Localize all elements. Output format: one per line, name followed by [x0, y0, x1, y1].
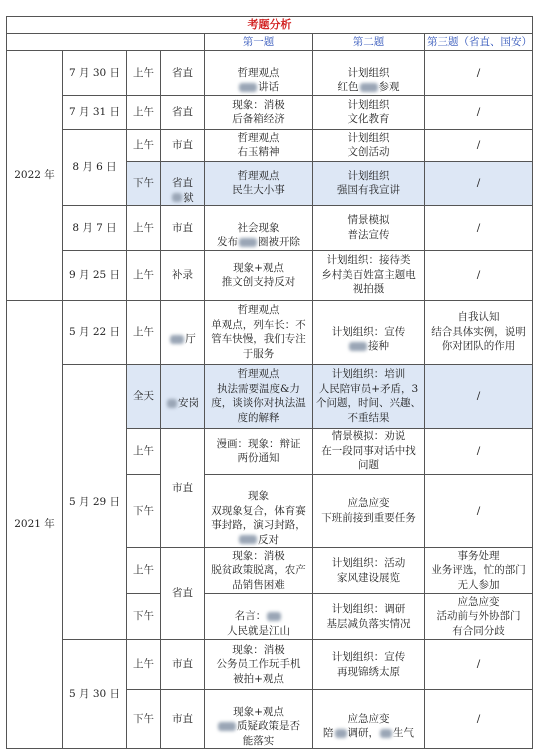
table-row: [7, 250, 533, 300]
q1-cell: 现象：消极 脱贫政策脱离，农产 品销售困难: [205, 548, 313, 594]
unit-cell: 市直: [161, 690, 205, 749]
table-title: 考题分析: [7, 17, 533, 34]
date-cell: 8 月 7 日: [63, 206, 127, 251]
q1-line-2a: 发布: [217, 236, 238, 248]
date-cell: 7 月 30 日: [63, 51, 127, 96]
redaction-blur: [172, 193, 182, 202]
q3-cell: /: [425, 161, 533, 206]
q3-cell: /: [425, 250, 533, 300]
unit-text: 安岗: [178, 397, 199, 409]
redaction-blur: [380, 729, 392, 738]
q1-line-3: 事封路，演习封路，: [211, 519, 306, 531]
q3-cell: /: [425, 206, 533, 251]
q1-cell: [205, 690, 313, 749]
q1-line-2: 双现象复合，体育赛: [211, 504, 306, 517]
q1-cell: [205, 51, 313, 96]
q1-cell: 现象+观点 推文创支持反对: [205, 250, 313, 300]
q1-line-4: 反对: [258, 533, 279, 546]
q2-cell: [313, 690, 425, 749]
time-cell: 上午: [127, 206, 161, 251]
q2-cell: 情景模拟：劝说 在一段同事对话中找 问题: [313, 428, 425, 474]
redaction-blur: [218, 722, 236, 731]
q2-cell: 应急应变 下班前接到重要任务: [313, 474, 425, 548]
q1-cell: [205, 474, 313, 548]
time-cell: 下午: [127, 594, 161, 640]
q2-line-2a: 陪: [323, 727, 334, 740]
unit-cell: 市直: [161, 640, 205, 690]
q1-line-1: 社会现象: [237, 221, 280, 234]
redaction-blur: [239, 535, 257, 544]
q2-cell: [313, 51, 425, 96]
q3-cell: 事务处理 业务评选，忙的部门 无人参加: [425, 548, 533, 594]
time-cell: 上午: [127, 129, 161, 161]
unit-cell: 市直: [161, 129, 205, 161]
redaction-blur: [170, 335, 184, 344]
date-cell: 5 月 22 日: [63, 300, 127, 364]
q1-line-1: 名言：: [234, 610, 267, 623]
q3-cell: /: [425, 474, 533, 548]
q2-cell: 情景模拟 普法宣传: [313, 206, 425, 251]
time-cell: 上午: [127, 250, 161, 300]
q2-cell: 计划组织：宣传 再现锦绣太原: [313, 640, 425, 690]
redaction-blur: [239, 238, 257, 247]
date-cell: 5 月 29 日: [63, 364, 127, 640]
q2-line-2: 接种: [368, 340, 389, 353]
q1-cell: 现象：消极 后备箱经济: [205, 95, 313, 129]
q1-line-1: 哲理观点: [237, 66, 280, 79]
redaction-blur: [360, 83, 378, 92]
q2-line-2c: 生气: [393, 727, 414, 740]
time-cell: 下午: [127, 161, 161, 206]
time-cell: 下午: [127, 474, 161, 548]
q1-line-1: 现象: [248, 490, 269, 502]
redaction-blur: [267, 612, 281, 621]
q3-cell: /: [425, 428, 533, 474]
q3-cell: /: [425, 95, 533, 129]
q1-line-1: 现象+观点: [233, 705, 284, 718]
exam-analysis-table: [6, 16, 533, 749]
q1-line-3: 能落实: [242, 734, 275, 747]
q3-cell: 应急应变 活动前与外协部门 有合同分歧: [425, 594, 533, 640]
q1-cell: 漫画：现象：辩证 两份通知: [205, 428, 313, 474]
table-row-highlighted: [7, 364, 533, 428]
q3-cell: /: [425, 129, 533, 161]
time-cell: 下午: [127, 690, 161, 749]
unit-line-2: 狱: [183, 191, 194, 204]
unit-text: 厅: [185, 333, 196, 345]
time-cell: 上午: [127, 428, 161, 474]
header-q2: 第二题: [313, 34, 425, 51]
time-cell: 上午: [127, 51, 161, 96]
q2-line-2a: 红色: [337, 81, 359, 93]
q2-cell: [313, 300, 425, 364]
q2-line-1: 计划组织: [347, 66, 390, 79]
q1-line-2: 人民就是江山: [227, 624, 290, 637]
time-cell: 全天: [127, 364, 161, 428]
q2-line-1: 应急应变: [347, 712, 390, 725]
time-cell: 上午: [127, 548, 161, 594]
q2-cell: 计划组织 文化教育: [313, 95, 425, 129]
q2-cell: 计划组织：活动 家风建设展览: [313, 548, 425, 594]
q1-cell: 哲理观点 单观点，列车长：不 管车快慢，我们专注 于服务: [205, 300, 313, 364]
table-row: [7, 206, 533, 251]
q1-line-2b: 圈被开除: [258, 236, 300, 248]
date-cell: 7 月 31 日: [63, 95, 127, 129]
q2-line-1: 计划组织：宣传: [331, 325, 406, 338]
time-cell: 上午: [127, 300, 161, 364]
unit-cell: 市直: [161, 206, 205, 251]
table-row: [7, 95, 533, 129]
table-row: [7, 129, 533, 161]
table-row: [7, 51, 533, 96]
unit-cell: [161, 364, 205, 428]
q2-cell: 计划组织 文创活动: [313, 129, 425, 161]
q2-cell: 计划组织：培训 人民陪审员+矛盾，3 个问题，时间、兴趣、 不重结果: [313, 364, 425, 428]
q1-line-2: 质疑政策是否: [237, 720, 300, 732]
redaction-blur: [335, 729, 347, 738]
redaction-blur: [239, 83, 257, 92]
header-q1: 第一题: [205, 34, 313, 51]
year-cell: 2022 年: [7, 51, 63, 301]
q2-cell: 计划组织 强国有我宣讲: [313, 161, 425, 206]
unit-cell: 省直: [161, 95, 205, 129]
unit-cell: 市直: [161, 428, 205, 548]
q2-cell: 计划组织：调研 基层减负落实情况: [313, 594, 425, 640]
q1-line-2: 讲话: [258, 81, 279, 93]
unit-cell: 补录: [161, 250, 205, 300]
unit-cell: [161, 161, 205, 206]
unit-cell: 省直: [161, 51, 205, 96]
header-q3: 第三题（省直、国安）: [425, 34, 533, 51]
exam-analysis-sheet: [6, 16, 532, 749]
date-cell: 8 月 6 日: [63, 129, 127, 206]
year-cell: 2021 年: [7, 300, 63, 749]
q3-cell: 自我认知 结合具体实例，说明 你对团队的作用: [425, 300, 533, 364]
unit-cell: 省直: [161, 548, 205, 640]
date-cell: 9 月 25 日: [63, 250, 127, 300]
redaction-blur: [349, 342, 367, 351]
q2-cell: 计划组织：接待类 乡村美百姓富主题电 视拍摄: [313, 250, 425, 300]
redaction-blur: [167, 399, 177, 408]
q1-cell: 哲理观点 右玉精神: [205, 129, 313, 161]
q1-cell: 现象：消极 公务员工作玩手机 被拍+观点: [205, 640, 313, 690]
q3-cell: /: [425, 51, 533, 96]
q1-cell: 哲理观点 民生大小事: [205, 161, 313, 206]
header-spacer: [7, 34, 205, 51]
unit-line-1: 省直: [172, 177, 193, 189]
unit-cell: [161, 300, 205, 364]
table-row: [7, 640, 533, 690]
q2-line-2b: 调研，: [347, 727, 379, 740]
date-cell: 5 月 30 日: [63, 640, 127, 749]
q3-cell: /: [425, 640, 533, 690]
q1-cell: [205, 206, 313, 251]
table-row: [7, 300, 533, 364]
time-cell: 上午: [127, 95, 161, 129]
time-cell: 上午: [127, 640, 161, 690]
q3-cell: /: [425, 690, 533, 749]
q1-cell: [205, 594, 313, 640]
q3-cell: /: [425, 364, 533, 428]
q2-line-2b: 参观: [378, 81, 400, 93]
q1-cell: 哲理观点 执法需要温度&力 度，谈谈你对执法温 度的解释: [205, 364, 313, 428]
